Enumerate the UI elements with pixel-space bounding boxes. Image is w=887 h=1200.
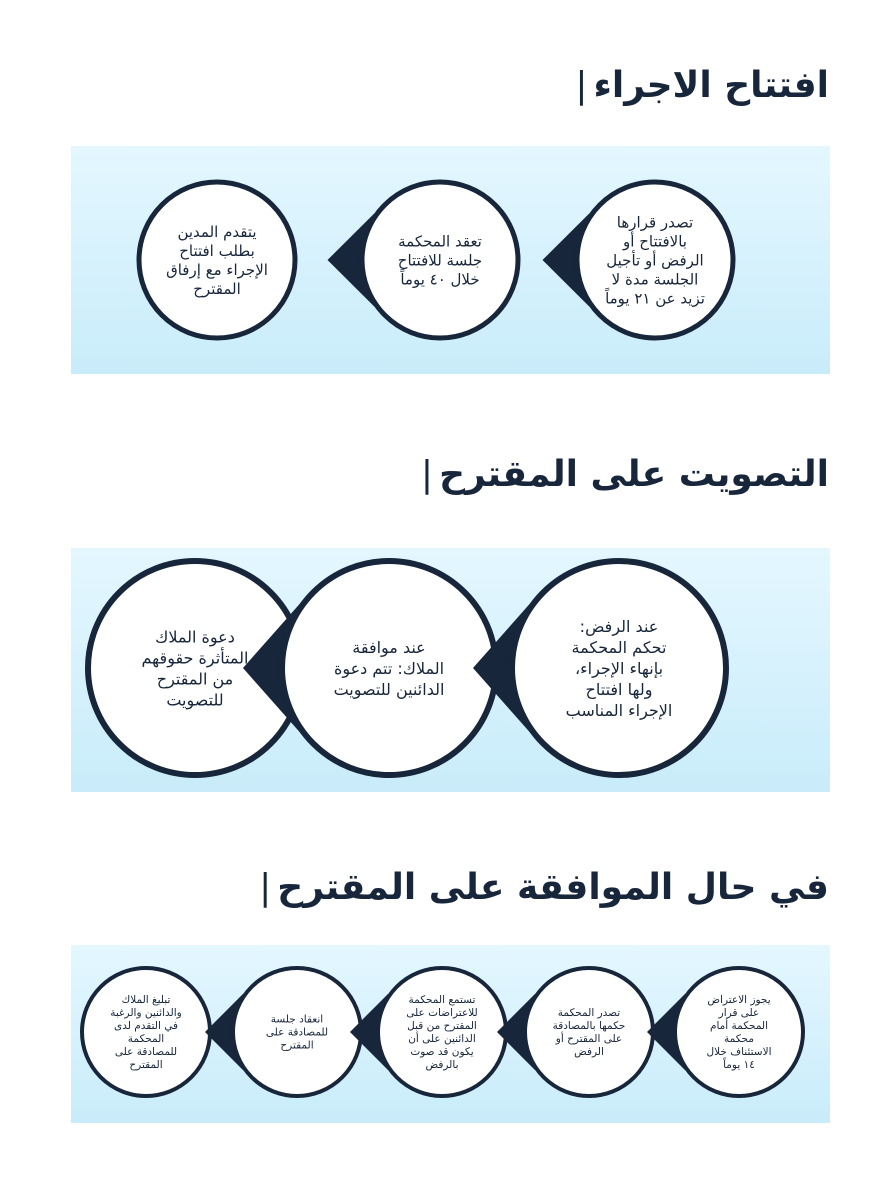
step-text-line: الرفض أو تأجيل bbox=[606, 251, 704, 270]
step-circle bbox=[647, 968, 803, 1096]
flow-band-opening bbox=[71, 146, 830, 374]
step-text-line: المحكمة أمام bbox=[709, 1020, 769, 1033]
step-text-line: بالرفض bbox=[425, 1059, 459, 1072]
step-text-line: عند الرفض: bbox=[579, 616, 659, 636]
step-text-line: محكمة bbox=[724, 1033, 754, 1046]
step-text-line: انعقاد جلسة bbox=[270, 1013, 324, 1026]
step-text-line: الدائنين على أن bbox=[408, 1033, 476, 1046]
section-title-text: في حال الموافقة على المقترح bbox=[277, 867, 829, 908]
step-text-line: المحكمة bbox=[127, 1033, 165, 1046]
section-title-opening bbox=[575, 64, 829, 108]
step-text-line: تزيد عن ٢١ يوماً bbox=[605, 289, 705, 308]
step-text-line: الإجراء مع إرفاق bbox=[166, 260, 268, 279]
step-text-line: خلال ٤٠ يوماً bbox=[400, 270, 480, 289]
step-text-line: المقترح bbox=[280, 1039, 314, 1052]
step-text-line: من المقترح bbox=[156, 669, 234, 689]
step-text-line: ١٤ يوماً bbox=[723, 1059, 755, 1072]
step-circle bbox=[243, 561, 496, 775]
step-text-line: على المقترح أو bbox=[555, 1033, 623, 1046]
step-text-line: يكون قد صوت bbox=[410, 1046, 474, 1059]
step-text-line: للاعتراضات على bbox=[406, 1007, 478, 1020]
step-text-line: الملاك: تتم دعوة bbox=[333, 658, 445, 678]
step-text-line: المتأثرة حقوقهم bbox=[141, 648, 249, 668]
flow-band-voting bbox=[71, 548, 830, 792]
step-circle bbox=[543, 182, 734, 338]
section-title-approval bbox=[259, 866, 829, 910]
step-text-line: والدائنين والرغبة bbox=[110, 1007, 182, 1020]
step-text-line: بالافتتاح أو bbox=[623, 232, 687, 251]
title-bar-mark: | bbox=[259, 867, 272, 908]
section-title-text: التصويت على المقترح bbox=[439, 454, 829, 495]
step-text-line: للتصويت bbox=[166, 690, 224, 710]
step-circle bbox=[473, 561, 726, 775]
flow-diagram-voting bbox=[71, 548, 830, 792]
step-circle bbox=[328, 182, 519, 338]
step-circle bbox=[497, 968, 653, 1096]
step-text-line: الاستئناف خلال bbox=[706, 1046, 772, 1059]
step-text-line: جلسة للافتتاح bbox=[397, 251, 483, 270]
step-text-line: تحكم المحكمة bbox=[571, 637, 667, 657]
step-text-line: ولها افتتاح bbox=[585, 679, 653, 699]
title-bar-mark: | bbox=[575, 65, 588, 106]
step-text-line: للمصادقة على bbox=[265, 1026, 329, 1039]
step-text-line: على قرار bbox=[718, 1007, 760, 1020]
title-bar-mark: | bbox=[420, 454, 434, 495]
step-circle bbox=[205, 968, 361, 1096]
step-circle bbox=[82, 968, 210, 1096]
step-circle bbox=[139, 182, 295, 338]
step-text-line: تعقد المحكمة bbox=[398, 232, 482, 251]
step-text-line: الدائنين للتصويت bbox=[333, 679, 445, 699]
section-title-voting bbox=[421, 453, 829, 497]
step-text-line: للمصادقة على bbox=[114, 1046, 178, 1059]
step-text-line: الجلسة مدة لا bbox=[611, 270, 699, 289]
flow-band-approval bbox=[71, 945, 830, 1123]
step-text-line: تبليغ الملاك bbox=[121, 994, 171, 1007]
flow-diagram-approval bbox=[71, 945, 830, 1123]
step-text-line: بطلب افتتاح bbox=[179, 241, 255, 260]
step-text-line: المقترح bbox=[193, 279, 241, 298]
section-title-text: افتتاح الاجراء bbox=[593, 65, 829, 106]
step-text-line: عند موافقة bbox=[352, 637, 426, 657]
step-text-line: يتقدم المدين bbox=[177, 222, 257, 241]
step-text-line: المقترح bbox=[129, 1059, 163, 1072]
step-text-line: في التقدم لدى bbox=[114, 1020, 178, 1033]
step-text-line: دعوة الملاك bbox=[155, 627, 235, 647]
step-text-line: حكمها بالمصادقة bbox=[552, 1020, 626, 1033]
flow-diagram-opening bbox=[71, 146, 830, 374]
step-circle bbox=[350, 968, 506, 1096]
step-text-line: بإنهاء الإجراء، bbox=[574, 658, 664, 678]
step-text-line: الرفض bbox=[574, 1046, 604, 1059]
step-text-line: يجوز الاعتراض bbox=[707, 994, 771, 1007]
step-text-line: الإجراء المناسب bbox=[565, 700, 673, 720]
step-text-line: تستمع المحكمة bbox=[408, 994, 476, 1007]
step-text-line: تصدر قرارها bbox=[616, 213, 694, 232]
step-text-line: تصدر المحكمة bbox=[557, 1007, 621, 1020]
step-text-line: المقترح من قبل bbox=[407, 1020, 477, 1033]
